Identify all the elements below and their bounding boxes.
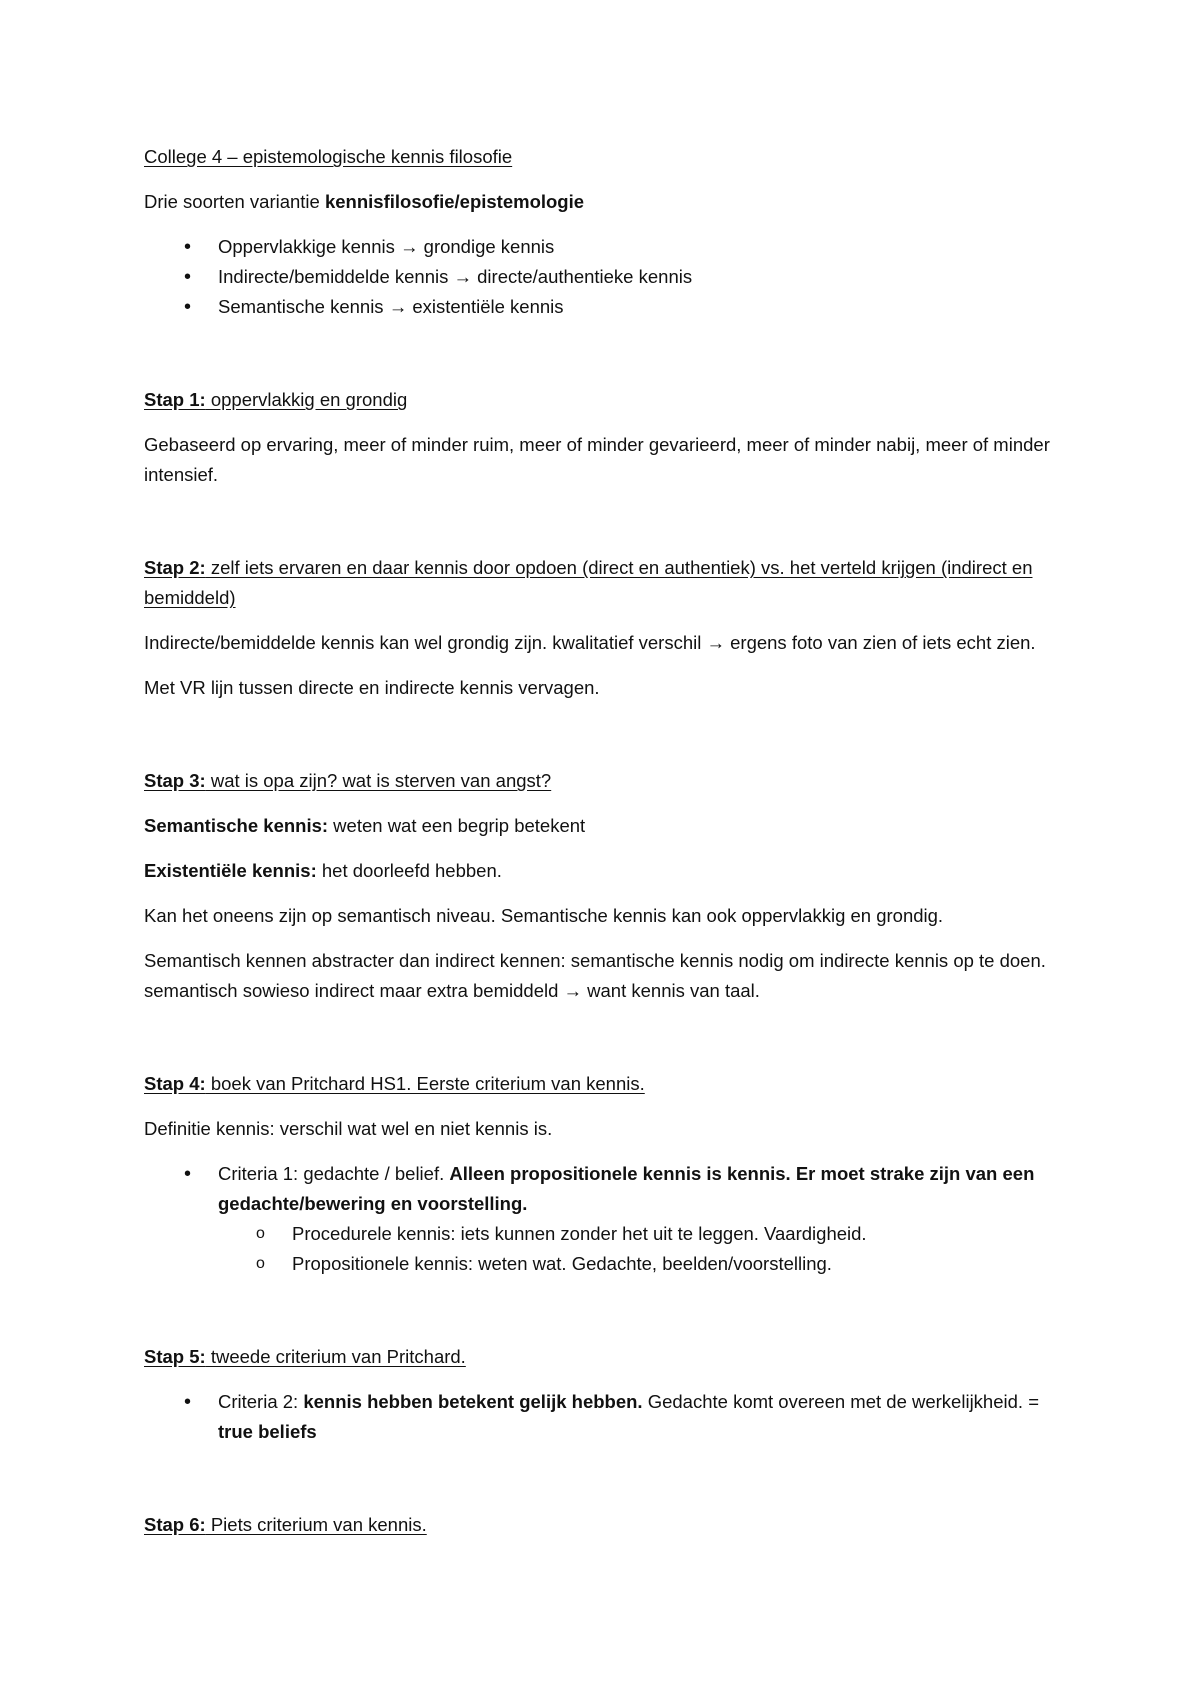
stap4-heading (144, 1069, 1064, 1099)
criterium2-lead: Criteria 2: (218, 1391, 304, 1412)
list-item (144, 1159, 1064, 1279)
stap5-heading (144, 1342, 1064, 1372)
document-title: College 4 – epistemologische kennis filosofie (144, 146, 513, 167)
list-item: • Indirecte/bemiddelde kennis → directe/authentieke kennis (144, 262, 1064, 292)
existentieel-definition (144, 856, 1064, 886)
semantisch-label: Semantische kennis: (144, 815, 329, 836)
stap6-heading (144, 1510, 1064, 1540)
stap1-heading (144, 385, 1064, 415)
stap1-label: Stap 1: (144, 389, 206, 410)
stap2-text1: Indirecte/bemiddelde kennis kan wel grondig zijn. kwalitatief verschil → ergens foto van zien of iets echt zien. (144, 632, 1036, 653)
stap2-label: Stap 2: (144, 557, 206, 578)
stap4-label: Stap 4: (144, 1073, 206, 1094)
stap4-criteria-list (144, 1159, 1064, 1279)
varianten-list (144, 232, 1064, 322)
semantisch-text: weten wat een begrip betekent (328, 815, 586, 836)
criterium2-bold2: true beliefs (218, 1421, 317, 1442)
list-item: • Oppervlakkige kennis → grondige kennis (144, 232, 1064, 262)
criterium2-bold: kennis hebben betekent gelijk hebben. (303, 1391, 643, 1412)
intro-paragraph (144, 187, 1064, 217)
stap3-text2: Semantisch kennen abstracter dan indirect kennen: semantische kennis nodig om indirecte kennis op te doen. semantisch sowieso indirect maar extra bemiddeld → want kennis van taal. (144, 950, 1046, 1001)
stap6-label: Stap 6: (144, 1514, 206, 1535)
list-item: o Procedurele kennis: iets kunnen zonder het uit te leggen. Vaardigheid. (218, 1219, 1064, 1249)
criterium1-lead: Criteria 1: gedachte / belief. (218, 1163, 450, 1184)
stap3-text1: Kan het oneens zijn op semantisch niveau. Semantische kennis kan ook oppervlakkig en grondig. (144, 905, 944, 926)
stap2-heading (144, 553, 1064, 613)
stap4-definitie: Definitie kennis: verschil wat wel en niet kennis is. (144, 1118, 553, 1139)
stap3-label: Stap 3: (144, 770, 206, 791)
document-page (144, 142, 1064, 1555)
stap6-title: Piets criterium van kennis. (205, 1514, 427, 1535)
criterium2-rest: Gedachte komt overeen met de werkelijkheid. = (642, 1391, 1039, 1412)
list-item: o Propositionele kennis: weten wat. Gedachte, beelden/voorstelling. (218, 1249, 1064, 1279)
stap3-title: wat is opa zijn? wat is sterven van angst? (205, 770, 552, 791)
intro-lead: Drie soorten variantie (144, 191, 325, 212)
stap3-heading (144, 766, 1064, 796)
stap2-title: zelf iets ervaren en daar kennis door opdoen (direct en authentiek) vs. het verteld krijgen (indirect en bemiddeld) (144, 557, 1033, 608)
list-item (144, 1387, 1064, 1447)
criterium1-bold: Alleen propositionele kennis is kennis. Er moet strake zijn van een gedachte/bewering en voorstelling. (218, 1163, 1035, 1214)
intro-bold: kennisfilosofie/epistemologie (324, 191, 585, 212)
existentieel-label: Existentiële kennis: (144, 860, 317, 881)
stap1-title: oppervlakkig en grondig (205, 389, 408, 410)
stap1-text: Gebaseerd op ervaring, meer of minder ruim, meer of minder gevarieerd, meer of minder nabij, meer of minder intensief. (144, 434, 1050, 485)
stap4-title: boek van Pritchard HS1. Eerste criterium van kennis. (205, 1073, 645, 1094)
stap5-criteria-list (144, 1387, 1064, 1447)
stap2-text2: Met VR lijn tussen directe en indirecte kennis vervagen. (144, 677, 600, 698)
stap5-title: tweede criterium van Pritchard. (205, 1346, 466, 1367)
list-item: • Semantische kennis → existentiële kennis (144, 292, 1064, 322)
semantisch-definition (144, 811, 1064, 841)
stap5-label: Stap 5: (144, 1346, 206, 1367)
stap4-sub-list (218, 1219, 1064, 1279)
existentieel-text: het doorleefd hebben. (316, 860, 502, 881)
